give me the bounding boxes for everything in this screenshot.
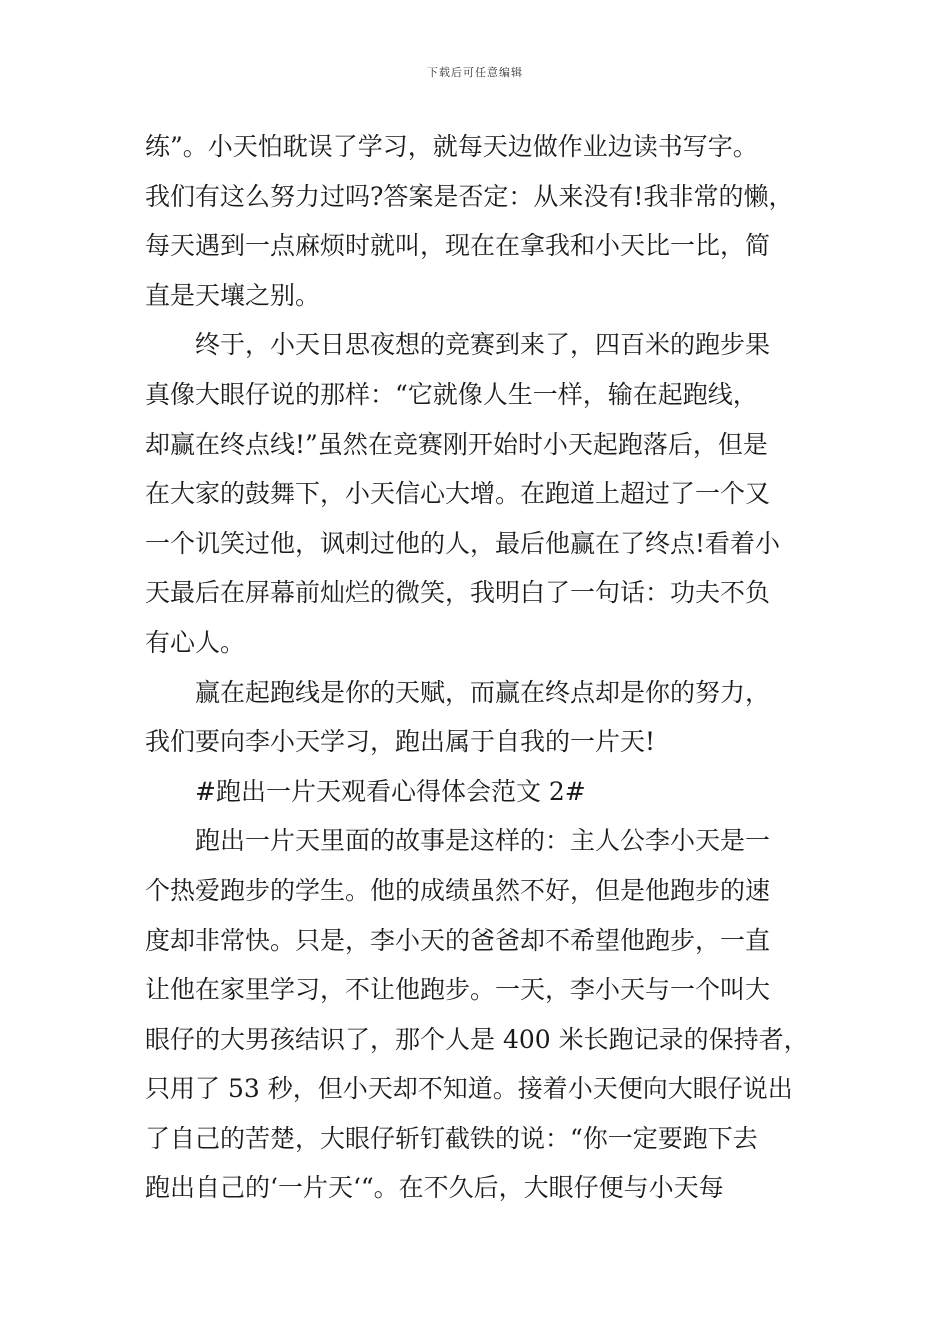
- text-line: 在大家的鼓舞下，小天信心大增。在跑道上超过了一个又: [145, 479, 771, 509]
- section-heading: [145, 767, 810, 817]
- text-line: 让他在家里学习，不让他跑步。一天，李小天与一个叫大: [145, 975, 771, 1005]
- text-line: 只用了 53 秒，但小天却不知道。接着小天便向大眼仔说出: [145, 1074, 793, 1104]
- text-line: 眼仔的大男孩结识了，那个人是 400 米长跑记录的保持者，: [145, 1024, 809, 1054]
- paragraph-2: [145, 320, 810, 667]
- text-line: 却赢在终点线!”虽然在竞赛刚开始时小天起跑落后，但是: [145, 429, 768, 459]
- text-line: 天最后在屏幕前灿烂的微笑，我明白了一句话：功夫不负: [145, 578, 771, 608]
- text-line: #跑出一片天观看心得体会范文 2#: [195, 776, 586, 806]
- paragraph-1: [145, 122, 810, 320]
- text-line: 真像大眼仔说的那样：“它就像人生一样，输在起跑线，: [145, 379, 758, 409]
- text-line: 跑出一片天里面的故事是这样的：主人公李小天是一: [195, 826, 771, 856]
- page-header: 下载后可任意编辑: [427, 66, 523, 79]
- text-line: 跑出自己的‘一片天‘“。在不久后，大眼仔便与小天每: [145, 1173, 724, 1203]
- text-line: 我们有这么努力过吗?答案是否定：从来没有!我非常的懒，: [145, 181, 794, 211]
- text-line: 练”。小天怕耽误了学习，就每天边做作业边读书写字。: [145, 132, 758, 161]
- paragraph-4: [145, 816, 810, 1213]
- text-line: 每天遇到一点麻烦时就叫，现在在拿我和小天比一比，简: [145, 231, 771, 261]
- paragraph-3: [145, 668, 810, 767]
- text-line: 直是天壤之别。: [145, 280, 321, 310]
- text-line: 一个讥笑过他，讽刺过他的人，最后他赢在了终点!看着小: [145, 528, 781, 558]
- document-body: [145, 122, 810, 1213]
- text-line: 我们要向李小天学习，跑出属于自我的一片天!: [145, 727, 656, 757]
- text-line: 了自己的苦楚，大眼仔斩钉截铁的说：“你一定要跑下去: [145, 1123, 758, 1153]
- text-line: 个热爱跑步的学生。他的成绩虽然不好，但是他跑步的速: [145, 875, 771, 905]
- text-line: 终于，小天日思夜想的竞赛到来了，四百米的跑步果: [195, 330, 771, 360]
- text-line: 度却非常快。只是，李小天的爸爸却不希望他跑步，一直: [145, 925, 771, 955]
- text-line: 赢在起跑线是你的天赋，而赢在终点却是你的努力，: [195, 677, 771, 707]
- text-line: 有心人。: [145, 627, 246, 657]
